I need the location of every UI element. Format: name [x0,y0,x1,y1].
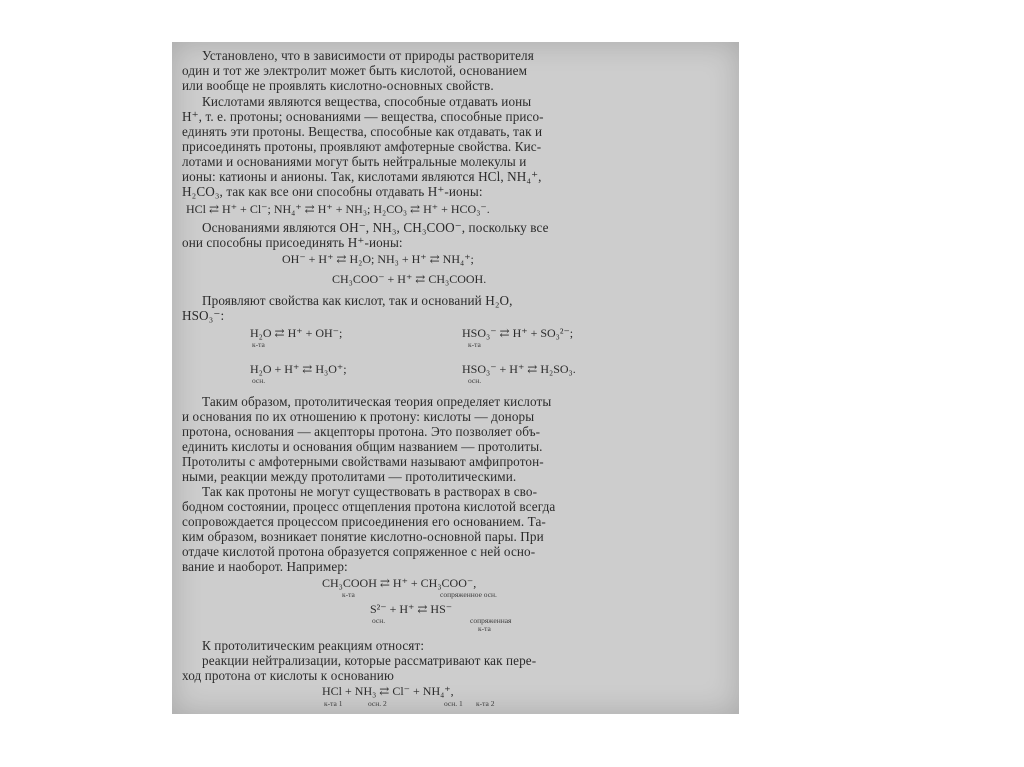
label-acid-1: к-та 1 [324,699,343,708]
label-base: осн. [372,616,386,625]
text-line: единить кислоты и основания общим названием — протолиты. [182,439,543,454]
text-line: или вообще не проявлять кислотно-основных свойств. [182,78,494,93]
label-acid: к-та [478,624,491,633]
label-conjugate-base: сопряженное осн. [440,590,497,599]
equation-hso3-base: HSO₃⁻ + H⁺ ⇄ H₂SO₃. [462,362,576,376]
text-line: бодном состоянии, процесс отщепления протона кислотой всегда [182,499,556,514]
label-base: осн. [468,376,482,385]
text-line: протона, основания — акцепторы протона. Это позволяет объ- [182,424,541,439]
text-line: ким образом, возникает понятие кислотно-основной пары. При [182,529,544,544]
text-line: и основания по их отношению к протону: кислоты — доноры [182,409,535,424]
text-line: HSO₃⁻: [182,308,225,323]
text-line: Установлено, что в зависимости от природы растворителя [202,48,534,63]
text-line: лотами и основаниями могут быть нейтральные молекулы и [182,154,527,169]
text-line: К протолитическим реакциям относят: [202,638,425,653]
label-conjugate: сопряженная [470,616,512,625]
label-base-1: осн. 1 [444,699,463,708]
text-line: Проявляют свойства как кислот, так и оснований H₂O, [202,293,513,308]
text-line: H⁺, т. е. протоны; основаниями — вещества, способные присо- [182,109,544,124]
equation-bases-1: OH⁻ + H⁺ ⇄ H₂O; NH₃ + H⁺ ⇄ NH₄⁺; [282,252,474,266]
text-line: ными, реакции между протолитами — протолитическими. [182,469,517,484]
text-line: отдаче кислотой протона образуется сопряженное с ней осно- [182,544,536,559]
text-line: присоединять протоны, проявляют амфотерные свойства. Кис- [182,139,542,154]
label-acid-2: к-та 2 [476,699,495,708]
text-line: единять эти протоны. Вещества, способные как отдавать, так и [182,124,543,139]
text-line: сопровождается процессом присоединения его основанием. Та- [182,514,546,529]
equation-sulfide-pair: S²⁻ + H⁺ ⇄ HS⁻ [370,602,453,616]
text-line: ход протона от кислоты к основанию [182,668,394,683]
text-line: H₂CO₃, так как все они способны отдавать H⁺-ионы: [182,184,483,199]
text-line: Таким образом, протолитическая теория определяет кислоты [202,394,552,409]
scanned-page [172,42,739,714]
text-line: Кислотами являются вещества, способные отдавать ионы [202,94,532,109]
equation-bases-2: CH₃COO⁻ + H⁺ ⇄ CH₃COOH. [332,272,487,286]
text-line: Основаниями являются OH⁻, NH₃, CH₃COO⁻, поскольку все [202,220,549,235]
equation-acetic-pair: CH₃COOH ⇄ H⁺ + CH₃COO⁻, [322,576,477,590]
label-acid: к-та [468,340,481,349]
text-line: ионы: катионы и анионы. Так, кислотами являются HCl, NH₄⁺, [182,169,542,184]
equation-acids: HCl ⇄ H⁺ + Cl⁻; NH₄⁺ ⇄ H⁺ + NH₃; H₂CO₃ ⇄ H⁺ + HCO₃⁻. [186,202,490,216]
equation-hso3-acid: HSO₃⁻ ⇄ H⁺ + SO₃²⁻; [462,326,574,340]
label-acid: к-та [252,340,265,349]
text-line: вание и наоборот. Например: [182,559,348,574]
text-line: они способны присоединять H⁺-ионы: [182,235,403,250]
text-line: один и тот же электролит может быть кислотой, основанием [182,63,528,78]
label-base: осн. [252,376,266,385]
equation-water-acid: H₂O ⇄ H⁺ + OH⁻; [250,326,343,340]
label-base-2: осн. 2 [368,699,387,708]
equation-water-base: H₂O + H⁺ ⇄ H₃O⁺; [250,362,347,376]
text-line: Так как протоны не могут существовать в растворах в сво- [202,484,538,499]
text-line: Протолиты с амфотерными свойствами называют амфипротон- [182,454,544,469]
equation-neutralization: HCl + NH₃ ⇄ Cl⁻ + NH₄⁺, [322,684,454,698]
text-line: реакции нейтрализации, которые рассматривают как пере- [202,653,537,668]
label-acid: к-та [342,590,355,599]
